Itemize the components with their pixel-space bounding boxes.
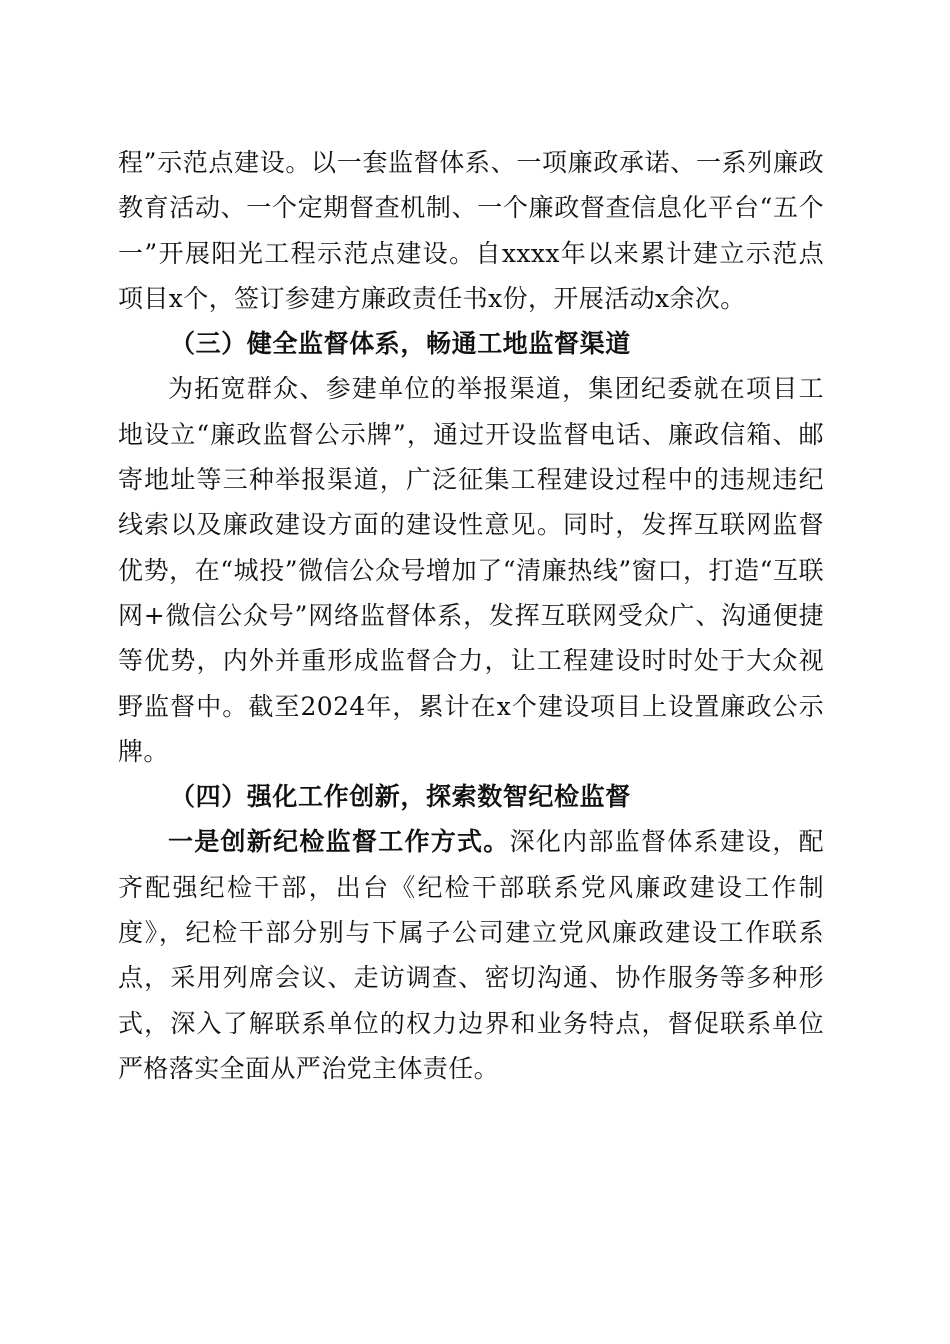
paragraph-continuation: 程”示范点建设。以一套监督体系、一项廉政承诺、一系列廉政教育活动、一个定期督查机制、一个廉政督查信息化平台“五个一”开展阳光工程示范点建设。自xxxx年以来累计建立示范点项目x个，签订参建方廉政责任书x份，开展活动x余次。 (118, 148, 824, 313)
paragraph-supervision-channels: 为拓宽群众、参建单位的举报渠道，集团纪委就在项目工地设立“廉政监督公示牌”，通过开设监督电话、廉政信箱、邮寄地址等三种举报渠道，广泛征集工程建设过程中的违规违纪线索以及廉政建设方面的建设性意见。同时，发挥互联网监督优势，在“城投”微信公众号增加了“清廉热线”窗口，打造“互联网+微信公众号”网络监督体系，发挥互联网受众广、沟通便捷等优势，内外并重形成监督合力，让工程建设时时处于大众视野监督中。截至2024年，累计在x个建设项目上设置廉政公示牌。 (118, 374, 824, 766)
section-heading-3: （三）健全监督体系，畅通工地监督渠道 (170, 329, 631, 359)
paragraph-lead-phrase: 一是创新纪检监督工作方式。 (168, 827, 510, 857)
paragraph-innovation (118, 819, 824, 1091)
document-body (118, 140, 824, 1091)
paragraph-body-text: 深化内部监督体系建设，配齐配强纪检干部，出台《纪检干部联系党风廉政建设工作制度》，纪检干部分别与下属子公司建立党风廉政建设工作联系点，采用列席会议、走访调查、密切沟通、协作服务等多种形式，深入了解联系单位的权力边界和业务特点，督促联系单位严格落实全面从严治党主体责任。 (118, 827, 824, 1083)
section-heading-4: （四）强化工作创新，探索数智纪检监督 (170, 782, 631, 812)
